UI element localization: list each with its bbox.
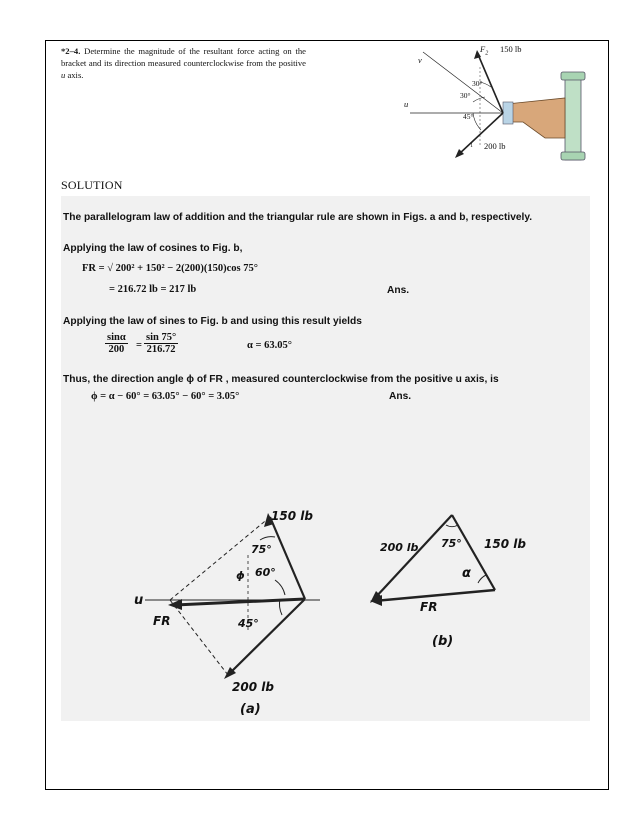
problem-text-line1: Determine the magnitude of the resultant force	[84, 46, 255, 56]
column	[565, 76, 581, 160]
sketch-b-caption: (b)	[432, 634, 454, 649]
f2-value: 150 lb	[500, 44, 522, 54]
sketch-b	[360, 505, 520, 625]
problem-text-line3a: counterclockwise from the positive	[183, 58, 306, 68]
problem-number: *2–4.	[61, 46, 81, 56]
angle-30-top: 30°	[472, 79, 483, 88]
answer-1: Ans.	[387, 285, 410, 296]
f1-value: 200 lb	[484, 141, 506, 151]
f2-label: $F_2$	[480, 44, 489, 57]
solution-heading: SOLUTION	[61, 178, 123, 192]
solution-line1: The parallelogram law of addition and the triangular rule are shown in Figs. a and b, respectively.	[63, 212, 533, 223]
sketch-a-150lb: 150 lb	[271, 509, 313, 523]
resultant-value: = 216.72 lb = 217 lb	[109, 284, 197, 295]
frac1-numerator: sinα	[107, 332, 126, 343]
sketch-a-caption: (a)	[240, 702, 261, 717]
angle-30-mid: 30°	[460, 91, 471, 100]
sine-fraction-1	[105, 332, 128, 355]
sketch-b-150lb: 150 lb	[484, 537, 526, 551]
problem-statement	[61, 45, 306, 81]
sketch-a-phi: ϕ	[236, 569, 245, 582]
sketch-a	[110, 505, 340, 725]
frac1-denominator: 200	[108, 344, 125, 355]
solution-line4: Thus, the direction angle ϕ of FR , measured counterclockwise from the positive u axis, is	[63, 374, 499, 385]
u-axis-label: u	[404, 99, 409, 109]
bracket-arm	[507, 98, 565, 138]
sketch-a-75deg: 75°	[251, 543, 272, 556]
solution-line3: Applying the law of sines to Fig. b and using this result yields	[63, 316, 362, 327]
sketch-b-200lb: 200 lb	[380, 541, 419, 554]
sketch-a-fr: FR	[153, 614, 171, 628]
f1-sub: 1	[470, 143, 473, 149]
problem-text-line3b: axis.	[65, 70, 84, 80]
sketch-a-u: u	[134, 593, 144, 608]
sketch-b-fr: FR	[420, 600, 438, 614]
law-of-cosines-equation: FR = √ 200² + 150² − 2(200)(150)cos 75°	[82, 263, 258, 274]
direction-angle-equation: ϕ = α − 60° = 63.05° − 60° = 3.05°	[91, 391, 240, 402]
sketch-b-75deg: 75°	[441, 537, 462, 550]
frac2-numerator: sin 75°	[146, 332, 177, 343]
sine-fraction-2	[144, 332, 178, 355]
angle-45: 45°	[463, 112, 474, 121]
sketch-a-60deg: 60°	[255, 566, 276, 579]
alpha-result: α = 63.05°	[247, 340, 292, 351]
sketch-b-alpha: α	[462, 566, 471, 581]
sketch-a-45deg: 45°	[238, 617, 259, 630]
problem-u-symbol: u	[61, 70, 66, 80]
problem-text-line2: acting on the bracket and its direction measured	[61, 46, 306, 68]
solution-line2: Applying the law of cosines to Fig. b,	[63, 243, 243, 254]
v-axis-label: v	[418, 55, 422, 65]
answer-2: Ans.	[389, 391, 412, 402]
equals-sign: =	[136, 340, 142, 351]
sketch-a-200lb: 200 lb	[232, 680, 274, 694]
frac2-denominator: 216.72	[146, 344, 176, 355]
